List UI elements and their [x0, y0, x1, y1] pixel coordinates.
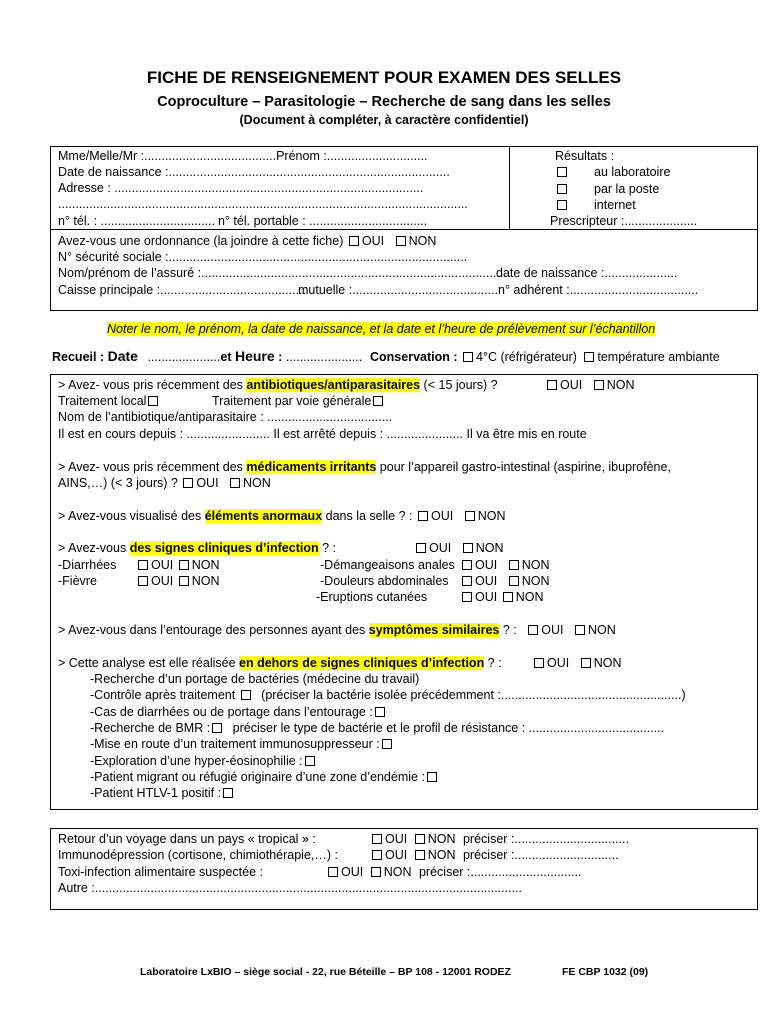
results-label: Résultats : [555, 149, 615, 163]
q6-item-migrant: -Patient migrant ou réfugié originaire d’une zone d’endémie : [90, 769, 440, 785]
birthdate-field[interactable]: Date de naissance :................................................................................. [58, 165, 450, 179]
checkbox-oui[interactable] [328, 867, 338, 877]
checkbox[interactable] [557, 167, 567, 177]
toxi-answers: OUI NON préciser :................................ [326, 864, 582, 880]
checkbox-oui[interactable] [138, 560, 148, 570]
page-subtitle: Coproculture – Parasitologie – Recherche de sang dans les selles [157, 94, 611, 110]
checkbox-fridge[interactable] [463, 352, 473, 362]
checkbox[interactable] [373, 396, 383, 406]
q6-answers: OUI NON [532, 655, 622, 671]
checkbox-non[interactable] [509, 576, 519, 586]
address-field-2[interactable]: ...................................................................................................................... [58, 197, 468, 211]
checkbox-non[interactable] [503, 592, 513, 602]
checkbox-oui[interactable] [349, 236, 359, 246]
q1-name-field[interactable]: Nom de l’antibiotique/antiparasitaire : .................................... [58, 410, 393, 424]
checkbox-oui[interactable] [462, 560, 472, 570]
symptom-douleurs: -Douleurs abdominales [320, 574, 449, 588]
checkbox-oui[interactable] [416, 543, 426, 553]
time-field[interactable]: ...................... [285, 350, 363, 364]
recueil-line: Recueil : Date .....................et Heure : ...................... [52, 348, 363, 364]
q6-no-clinical-signs: > Cette analyse est elle réalisée en dehors de signes cliniques d’infection ? : [58, 656, 502, 670]
checkbox[interactable] [557, 184, 567, 194]
symptom-fievre: -Fièvre [58, 574, 97, 588]
symptom-fievre-answers: OUI NON [136, 573, 220, 589]
toxi-question: Toxi-infection alimentaire suspectée : [58, 865, 263, 879]
symptom-diarrhees: -Diarrhées [58, 558, 117, 572]
checkbox[interactable] [305, 756, 315, 766]
checkbox-non[interactable] [594, 380, 604, 390]
checkbox-non[interactable] [179, 560, 189, 570]
q3-abnormal-elements: > Avez-vous visualisé des éléments anormaux dans la selle ? : OUI NON [58, 509, 506, 523]
checkbox-non[interactable] [415, 834, 425, 844]
symptom-diarrhees-answers: OUI NON [136, 557, 220, 573]
checkbox[interactable] [375, 707, 385, 717]
checkbox[interactable] [212, 723, 222, 733]
checkbox-non[interactable] [465, 511, 475, 521]
q4-answers: OUI NON [414, 540, 504, 556]
symptom-demangeaisons: -Démangeaisons anales [320, 558, 455, 572]
immuno-detail-field[interactable]: préciser :.............................. [462, 848, 619, 862]
checkbox-oui[interactable] [372, 834, 382, 844]
footer-lab-address: Laboratoire LxBIO – siège social - 22, rue Béteille – BP 108 - 12001 RODEZ [140, 966, 511, 978]
checkbox-non[interactable] [509, 560, 519, 570]
symptom-douleurs-answers: OUI NON [460, 573, 550, 589]
checkbox-oui[interactable] [462, 576, 472, 586]
conservation-line: Conservation : 4°C (réfrigérateur) température ambiante [370, 350, 720, 364]
checkbox-oui[interactable] [534, 658, 544, 668]
q4-clinical-signs: > Avez-vous des signes cliniques d’infection ? : [58, 541, 336, 555]
mobile-field[interactable]: n° tél. portable : .................................. [218, 214, 428, 228]
checkbox-non[interactable] [179, 576, 189, 586]
checkbox-non[interactable] [415, 850, 425, 860]
q6-item-bmr: -Recherche de BMR : préciser le type de bactérie et le profil de résistance : ....................................... [90, 721, 665, 735]
travel-answers: OUI NON préciser :................................. [370, 831, 629, 847]
checkbox[interactable] [148, 396, 158, 406]
patient-box-divider [509, 146, 510, 230]
checkbox-non[interactable] [581, 658, 591, 668]
sample-label-note: Noter le nom, le prénom, la date de naissance, et la date et l’heure de prélèvement sur l’échantillon [107, 322, 656, 336]
checkbox[interactable] [223, 788, 233, 798]
symptom-eruptions: -Eruptions cutanées [316, 590, 428, 604]
checkbox-oui[interactable] [528, 625, 538, 635]
result-post-option[interactable]: par la poste [555, 181, 659, 197]
immuno-answers: OUI NON préciser :.............................. [370, 847, 619, 863]
q6-item-immunosuppresseur: -Mise en route d’un traitement immunosuppresseur : [90, 736, 395, 752]
result-internet-option[interactable]: internet [555, 197, 636, 213]
phone-field[interactable]: n° tél. : ................................. [58, 214, 216, 228]
address-field[interactable]: Adresse : ......................................................................................... [58, 181, 424, 195]
checkbox[interactable] [427, 772, 437, 782]
page-title: FICHE DE RENSEIGNEMENT POUR EXAMEN DES SELLES [146, 68, 622, 87]
ordonnance-question: Avez-vous une ordonnance (la joindre à cette fiche) OUI NON [58, 234, 437, 248]
q2-irritant-drugs: > Avez- vous pris récemment des médicaments irritants pour l’appareil gastro-intestinal (aspirine, ibuprofène, [58, 460, 671, 474]
symptom-eruptions-answers: OUI NON [460, 589, 544, 605]
q2-line2: AINS,…) (< 3 jours) ? OUI NON [58, 476, 271, 490]
checkbox-non[interactable] [230, 478, 240, 488]
q1-local: Traitement local [58, 393, 161, 409]
checkbox-oui[interactable] [418, 511, 428, 521]
name-field[interactable]: Mme/Melle/Mr :......................................Prénom :............................. [58, 149, 428, 163]
insured-name-field[interactable]: Nom/prénom de l’assuré :........................................................................................ [58, 266, 507, 280]
toxi-detail-field[interactable]: préciser :................................ [418, 865, 582, 879]
other-field[interactable]: Autre :........................................................................................................................... [58, 881, 522, 895]
travel-detail-field[interactable]: préciser :................................. [462, 832, 629, 846]
checkbox-ambient[interactable] [584, 352, 594, 362]
q5-similar-symptoms: > Avez-vous dans l’entourage des personnes ayant des symptômes similaires ? : OUI NON [58, 623, 616, 637]
checkbox-non[interactable] [371, 867, 381, 877]
date-field[interactable]: ..................... [147, 350, 221, 364]
q1-answers: OUI NON [545, 377, 635, 393]
q6-item-entourage: -Cas de diarrhées ou de portage dans l’entourage : [90, 704, 388, 720]
checkbox[interactable] [382, 739, 392, 749]
q6-item-controle: -Contrôle après traitement (préciser la bactérie isolée précédemment :....................................................) [90, 688, 686, 702]
checkbox-oui[interactable] [138, 576, 148, 586]
confidential-note: (Document à compléter, à caractère confidentiel) [239, 113, 529, 127]
mutuelle-field[interactable]: mutuelle :.......................................... [298, 283, 499, 297]
symptom-demangeaisons-answers: OUI NON [460, 557, 550, 573]
checkbox-oui[interactable] [372, 850, 382, 860]
caisse-field[interactable]: Caisse principale :.......................................... [58, 283, 306, 297]
insured-birthdate-field[interactable]: date de naissance :..................... [496, 266, 678, 280]
adherent-field[interactable]: n° adhérent :..................................... [498, 283, 699, 297]
immuno-question: Immunodépression (cortisone, chimiothérapie,…) : [58, 848, 338, 862]
q6-item-portage: -Recherche d’un portage de bactéries (médecine du travail) [90, 672, 420, 686]
travel-question: Retour d’un voyage dans un pays « tropical » : [58, 832, 316, 846]
checkbox-non[interactable] [463, 543, 473, 553]
social-security-field[interactable]: N° sécurité sociale :...................................................................................... [58, 250, 468, 264]
q1-antibiotics: > Avez- vous pris récemment des antibiotiques/antiparasitaires (< 15 jours) ? [58, 378, 498, 392]
checkbox-non[interactable] [575, 625, 585, 635]
q6-item-htlv: -Patient HTLV-1 positif : [90, 785, 236, 801]
q6-item-eosinophilie: -Exploration d’une hyper-éosinophilie : [90, 753, 318, 769]
checkbox-oui[interactable] [183, 478, 193, 488]
footer-ref: FE CBP 1032 (09) [562, 966, 649, 978]
checkbox[interactable] [557, 200, 567, 210]
checkbox[interactable] [241, 690, 251, 700]
result-lab-option[interactable]: au laboratoire [555, 164, 670, 180]
checkbox-non[interactable] [396, 236, 406, 246]
checkbox-oui[interactable] [462, 592, 472, 602]
q1-since-field[interactable]: Il est en cours depuis : ........................ Il est arrêté depuis : ...................... Il va être mis en route [58, 427, 587, 441]
q1-general: Traitement par voie générale [212, 393, 386, 409]
checkbox-oui[interactable] [547, 380, 557, 390]
prescriber-field[interactable]: Prescripteur :..................... [550, 214, 698, 228]
